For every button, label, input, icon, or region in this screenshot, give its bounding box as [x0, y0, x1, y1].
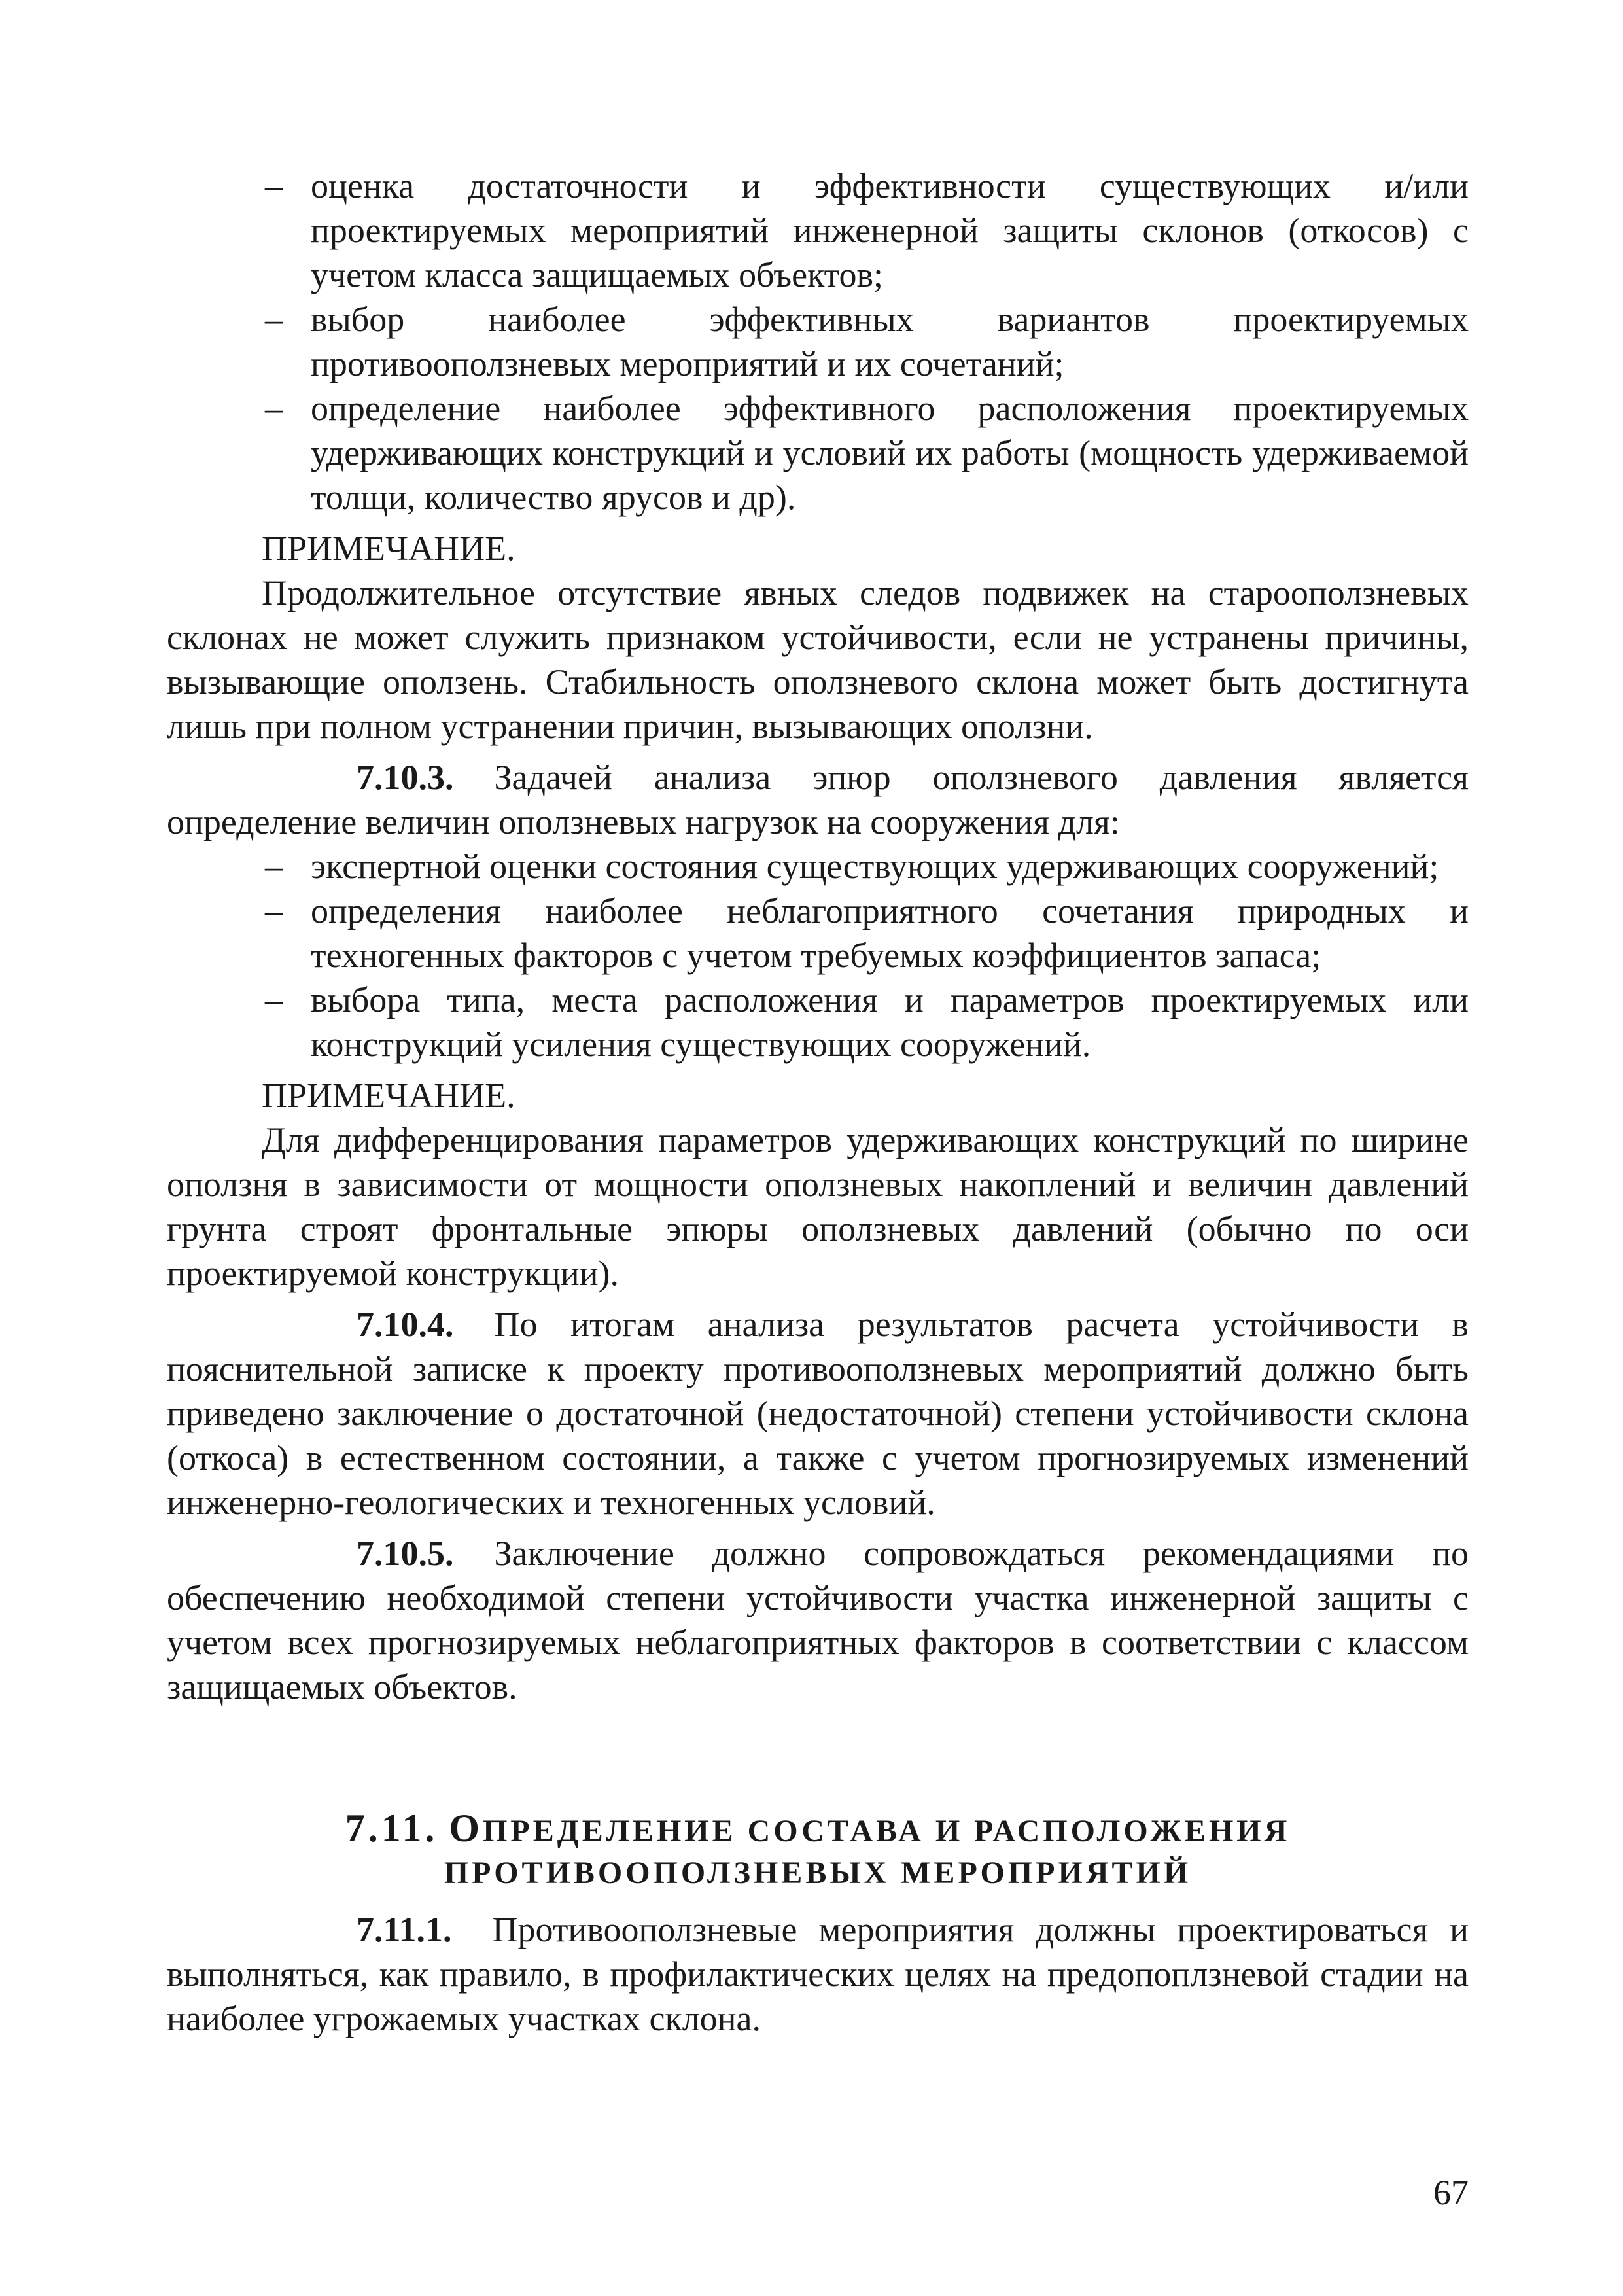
- list-item-text: выбора типа, места расположения и параметров проектируемых или конструкций усиления существующих сооружений.: [311, 980, 1469, 1064]
- bullet-list-assessment: [167, 164, 1469, 520]
- list-item: [167, 978, 1469, 1067]
- dash-marker: –: [265, 300, 283, 339]
- section-title-initial: О: [449, 1807, 483, 1850]
- paragraph-7-10-3: [167, 755, 1469, 844]
- note-text: Для дифференцирования параметров удерживающих конструкций по ширине оползня в зависимости от мощности оползневых накоплений и величин давлений грунта строят фронтальные эпюры оползневых давлений (обычно по оси проектируемой конструкции).: [167, 1120, 1469, 1293]
- paragraph-7-11-1: [167, 1907, 1469, 2041]
- note-heading: ПРИМЕЧАНИЕ.: [262, 1076, 515, 1115]
- list-item-text: выбор наиболее эффективных вариантов проектируемых противооползневых мероприятий и их сочетаний;: [311, 300, 1469, 383]
- clause-text: Заключение должно сопровождаться рекомендациями по обеспечению необходимой степени устойчивости участка инженерной защиты с учетом всех прогнозируемых неблагоприятных факторов в соответствии с классом защищаемых объектов.: [167, 1534, 1469, 1706]
- dash-marker: –: [265, 166, 283, 205]
- page-body: [167, 164, 1469, 2041]
- section-number: 7.11.: [345, 1807, 438, 1850]
- dash-marker: –: [265, 891, 283, 930]
- paragraph-7-10-5: [167, 1531, 1469, 1709]
- list-item: [167, 844, 1469, 889]
- list-item: [167, 164, 1469, 297]
- list-item-text: экспертной оценки состояния существующих удерживающих сооружений;: [311, 847, 1439, 886]
- clause-text: По итогам анализа результатов расчета устойчивости в пояснительной записке к проекту противооползневых мероприятий должно быть приведено заключение о достаточной (недостаточной) степени устойчивости склона (откоса) в естественном состоянии, а также с учетом прогнозируемых изменений инженерно-геологических и техногенных условий.: [167, 1305, 1469, 1522]
- dash-marker: –: [265, 980, 283, 1019]
- section-heading-line-1: [167, 1807, 1469, 1852]
- clause-text: Противооползневые мероприятия должны проектироваться и выполняться, как правило, в профилактических целях на предопоплзневой стадии на наиболее угрожаемых участках склона.: [167, 1910, 1469, 2038]
- dash-marker: –: [265, 847, 283, 886]
- page-number: 67: [1433, 2173, 1469, 2212]
- list-item-text: определения наиболее неблагоприятного сочетания природных и техногенных факторов с учетом требуемых коэффициентов запаса;: [311, 891, 1469, 975]
- clause-number: 7.10.4.: [357, 1305, 454, 1344]
- note-heading: ПРИМЕЧАНИЕ.: [262, 529, 515, 568]
- list-item: [167, 889, 1469, 978]
- section-heading: [167, 1807, 1469, 1894]
- bullet-list-purposes: [167, 844, 1469, 1067]
- paragraph-7-10-4: [167, 1302, 1469, 1525]
- dash-marker: –: [265, 389, 283, 428]
- list-item-text: определение наиболее эффективного расположения проектируемых удерживающих конструкций и условий их работы (мощность удерживаемой толщи, количество ярусов и др).: [311, 389, 1469, 517]
- clause-number: 7.10.3.: [357, 758, 454, 797]
- note-text: Продолжительное отсутствие явных следов подвижек на старооползневых склонах не может служить признаком устойчивости, если не устранены причины, вызывающие оползень. Стабильность оползневого склона может быть достигнута лишь при полном устранении причин, вызывающих оползни.: [167, 573, 1469, 746]
- section-title-part-2: ПРОТИВООПОЛЗНЕВЫХ МЕРОПРИЯТИЙ: [444, 1856, 1192, 1890]
- list-item-text: оценка достаточности и эффективности существующих и/или проектируемых мероприятий инженерной защиты склонов (откосов) с учетом класса защищаемых объектов;: [311, 166, 1469, 294]
- clause-number: 7.10.5.: [357, 1534, 454, 1573]
- section-title-part-1: ПРЕДЕЛЕНИЕ СОСТАВА И РАСПОЛОЖЕНИЯ: [483, 1814, 1291, 1848]
- list-item: [167, 386, 1469, 520]
- list-item: [167, 297, 1469, 386]
- clause-text: Задачей анализа эпюр оползневого давления является определение величин оползневых нагрузок на сооружения для:: [167, 758, 1469, 841]
- clause-number: 7.11.1.: [357, 1910, 452, 1949]
